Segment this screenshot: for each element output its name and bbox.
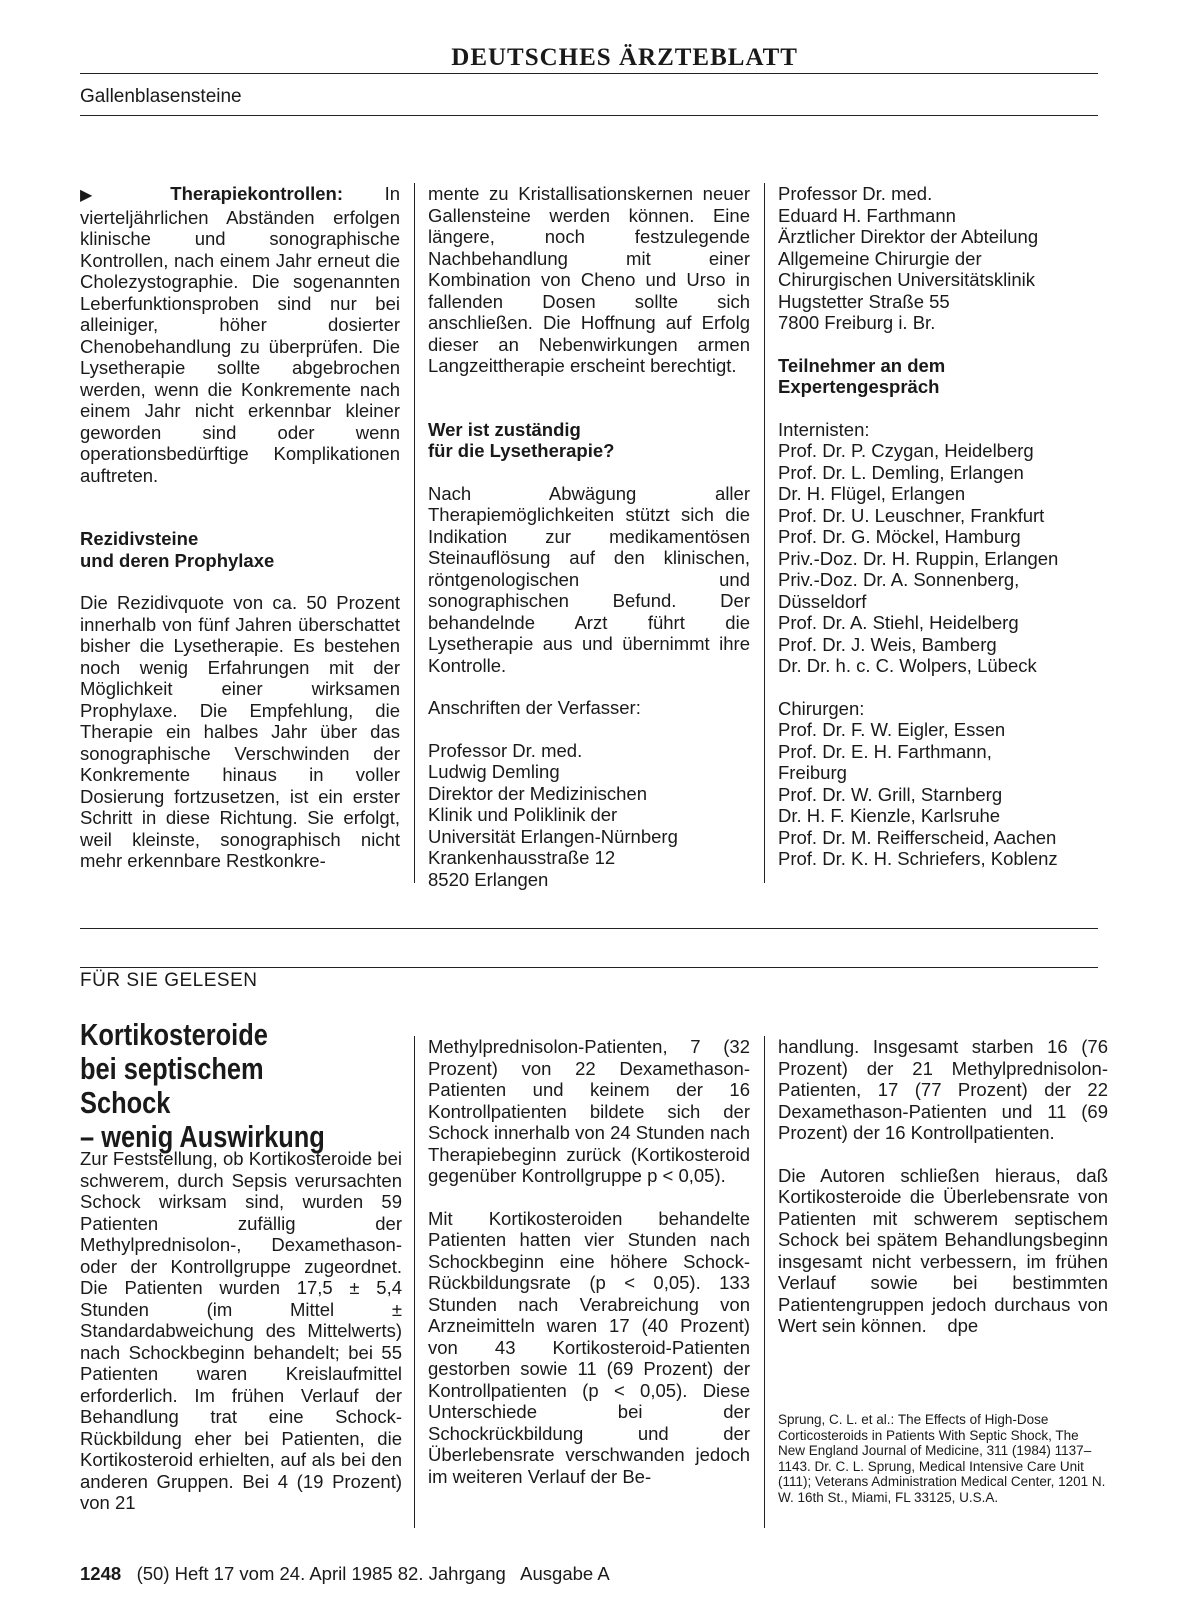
address-line: Universität Erlangen-Nürnberg — [428, 825, 678, 847]
column-divider — [414, 1036, 415, 1528]
article1-column-2 — [428, 183, 750, 890]
article-title — [80, 1018, 351, 1154]
address-line: Klinik und Poliklinik der — [428, 804, 618, 825]
paragraph-text: Methylprednisolon-Patienten, 7 (32 Prozent) von 22 Dexamethason-Patienten und keinem der 16 Kontrollpatienten bildete sich der Schock innerhalb von 24 Stunden nach Therapiebeginn zurück (Kortikosteroid gegenüber Kontrollgruppe p < 0,05). — [428, 1036, 750, 1186]
list-item: Prof. Dr. K. H. Schriefers, Koblenz — [778, 848, 1058, 869]
list-item: Priv.-Doz. Dr. A. Sonnenberg, — [778, 569, 1020, 590]
author-address — [778, 183, 1108, 334]
address-line: Ärztlicher Direktor der Abteilung — [778, 226, 1039, 247]
address-line: Allgemeine Chirurgie der — [778, 247, 982, 269]
address-line: Chirurgischen Universitätsklinik — [778, 269, 1036, 290]
reference-note: Sprung, C. L. et al.: The Effects of High-Dose Corticosteroids in Patients With Septic Shock, The New England Journal of Medicine, 311 (1984) 1137–1143. Dr. C. L. Sprung, Medical Intensive Care Unit (111); Veterans Administration Medical Center, 1201 N. W. 16th St., Miami, FL 33125, U.S.A. — [778, 1412, 1106, 1505]
paragraph-lead: Therapiekontrollen: — [170, 183, 343, 204]
list-item: Priv.-Doz. Dr. H. Ruppin, Erlangen — [778, 547, 1059, 569]
heading-line: Expertengespräch — [778, 376, 940, 397]
address-line: Krankenhausstraße 12 — [428, 847, 616, 868]
page-footer — [80, 1563, 610, 1585]
list-item: Prof. Dr. A. Stiehl, Heidelberg — [778, 612, 1019, 633]
title-line: bei septischem Schock — [80, 1051, 264, 1120]
author-signature: dpe — [947, 1315, 979, 1336]
section-label: FÜR SIE GELESEN — [80, 970, 258, 991]
list-item: Prof. Dr. U. Leuschner, Frankfurt — [778, 504, 1045, 526]
heading-line: Rezidivsteine — [80, 528, 199, 549]
masthead: DEUTSCHES ÄRZTEBLATT — [451, 44, 798, 71]
list-item: Dr. Dr. h. c. C. Wolpers, Lübeck — [778, 655, 1037, 676]
column-divider — [414, 183, 415, 883]
list-item: Dr. H. F. Kienzle, Karlsruhe — [778, 805, 1001, 826]
article2-column-3 — [778, 1036, 1108, 1337]
section-heading — [778, 355, 1108, 398]
conclusion-paragraph — [778, 1165, 1108, 1337]
address-line: Eduard H. Farthmann — [778, 204, 956, 226]
address-line: Hugstetter Straße 55 — [778, 290, 950, 312]
runhead-rule — [80, 115, 1098, 116]
list-item: Düsseldorf — [778, 590, 867, 612]
article2-column-1 — [80, 1148, 402, 1514]
section-heading — [428, 419, 750, 462]
address-line: Professor Dr. med. — [778, 183, 933, 204]
list-item: Prof. Dr. E. H. Farthmann, — [778, 740, 992, 762]
heading-line: Teilnehmer an dem — [778, 354, 946, 376]
address-line: Direktor der Medizinischen — [428, 782, 648, 804]
address-label: Anschriften der Verfasser: — [428, 697, 641, 718]
section-rule — [80, 928, 1098, 929]
list-item: Prof. Dr. W. Grill, Starnberg — [778, 783, 1003, 805]
column-divider — [764, 183, 765, 883]
paragraph-text: Zur Feststellung, ob Kortikosteroide bei schwerem, durch Sepsis verursachten Schock wirksam sind, wurden 59 Patienten zufällig der Methylprednisolon-, Dexamethason- oder der Kontrollgruppe zugeordnet. Die Patienten wurden 17,5 ± 5,4 Stunden (im Mittel ± Standardabweichung des Mittelwerts) nach Schockbeginn behandelt; bei 55 Patienten waren Kreislaufmittel erforderlich. Im frühen Verlauf der Behandlung trat eine Schock-Rückbildung eher bei Patienten, die Kortikosteroid erhielten, auf als bei den anderen Gruppen. Bei 4 (19 Prozent) von 21 — [80, 1148, 402, 1513]
article1-column-3 — [778, 183, 1108, 870]
column-divider — [764, 1036, 765, 1528]
section-heading — [80, 528, 400, 571]
article2-column-2 — [428, 1036, 750, 1487]
author-address — [428, 740, 750, 891]
paragraph-text: Die Autoren schließen hieraus, daß Kortikosteroide die Überlebensrate von Patienten mit schwerem septischem Schock bei spätem Behandlungsbeginn insgesamt nicht verbessern, im frühen Verlauf sowie bei bestimmten Patientengruppen jedoch durchaus von Wert sein können. — [778, 1164, 1108, 1336]
title-line: – wenig Auswirkung — [80, 1119, 325, 1154]
page-number: 1248 — [80, 1563, 122, 1584]
list-item: Prof. Dr. G. Möckel, Hamburg — [778, 526, 1021, 547]
list-item: Prof. Dr. J. Weis, Bamberg — [778, 633, 997, 655]
article1-column-1 — [80, 183, 400, 872]
list-item: Prof. Dr. F. W. Eigler, Essen — [778, 719, 1006, 740]
list-item: Dr. H. Flügel, Erlangen — [778, 483, 966, 504]
list-item: Prof. Dr. M. Reifferscheid, Aachen — [778, 826, 1057, 848]
list-label: Internisten: — [778, 418, 870, 440]
paragraph-text: Die Rezidivquote von ca. 50 Prozent innerhalb von fünf Jahren überschattet bisher die Lysetherapie. Es bestehen noch wenig Erfahrungen mit der Möglichkeit einer wirksamen Prophylaxe. Die Empfehlung, die Therapie ein halbes Jahr über das sonographische Verschwinden der Konkremente hinaus in voller Dosierung fortzusetzen, ist ein erster Schritt in diese Richtung. Sie erfolgt, weil kleinste, sonographisch nicht mehr erkennbare Restkonkre- — [80, 592, 400, 871]
list-label: Chirurgen: — [778, 697, 865, 719]
participant-list-surgeons — [778, 698, 1108, 870]
running-head: Gallenblasensteine — [80, 86, 242, 107]
list-item: Prof. Dr. P. Czygan, Heidelberg — [778, 440, 1034, 461]
masthead-rule — [80, 73, 1098, 74]
issue-info: (50) Heft 17 vom 24. April 1985 82. Jahrgang Ausgabe A — [136, 1563, 610, 1584]
address-line: 8520 Erlangen — [428, 868, 549, 890]
list-item: Prof. Dr. L. Demling, Erlangen — [778, 461, 1024, 483]
heading-line: für die Lysetherapie? — [428, 440, 615, 461]
section-rule — [80, 967, 1098, 968]
address-line: 7800 Freiburg i. Br. — [778, 312, 936, 333]
paragraph-text: handlung. Insgesamt starben 16 (76 Prozent) der 21 Methylprednisolon-Patienten, 17 (77 Prozent) der 22 Dexamethason-Patienten und 11 (69 Prozent) der 16 Kontrollpatienten. — [778, 1036, 1108, 1143]
participant-list-internists — [778, 419, 1108, 677]
heading-line: und deren Prophylaxe — [80, 549, 275, 571]
paragraph-text: Nach Abwägung aller Therapiemöglichkeiten stützt sich die Indikation zur medikamentösen Steinauflösung auf den klinischen, röntgenologischen und sonographischen Befund. Der behandelnde Arzt führt die Lysetherapie aus und übernimmt ihre Kontrolle. — [428, 482, 750, 676]
heading-line: Wer ist zuständig — [428, 418, 581, 440]
address-line: Ludwig Demling — [428, 761, 560, 782]
triangle-bullet-icon: ▶ — [80, 187, 129, 204]
paragraph-text: Mit Kortikosteroiden behandelte Patienten hatten vier Stunden nach Schockbeginn eine höhere Schock-Rückbildungsrate (p < 0,05). 133 Stunden nach Verabreichung von Arzneimitteln waren 17 (40 Prozent) von 43 Kortikosteroid-Patienten gestorben sowie 11 (69 Prozent) der Kontrollpatienten (p < 0,05). Diese Unterschiede bei der Schockrückbildung und der Überlebensrate verschwanden jedoch im weiteren Verlauf der Be- — [428, 1207, 750, 1487]
paragraph-text: In vierteljährlichen Abständen erfolgen klinische und sonographische Kontrollen, nach einem Jahr erneut die Cholezystographie. Die sogenannten Leberfunktionsproben sind nur bei alleiniger, höher dosierter Chenobehandlung zu überprüfen. Die Lysetherapie sollte abgebrochen werden, wenn die Konkremente nach einem Jahr nicht erkennbar kleiner geworden sind oder wenn operationsbedürftige Komplikationen auftreten. — [80, 183, 400, 486]
paragraph-text: mente zu Kristallisationskernen neuer Gallensteine werden können. Eine längere, noch festzulegende Nachbehandlung mit einer Kombination von Cheno und Urso in fallenden Dosen sollte sich anschließen. Die Hoffnung auf Erfolg dieser an Nebenwirkungen armen Langzeittherapie erscheint berechtigt. — [428, 183, 750, 376]
address-line: Professor Dr. med. — [428, 739, 583, 761]
therapiekontrollen-paragraph — [80, 183, 400, 486]
list-item: Freiburg — [778, 762, 847, 783]
title-line: Kortikosteroide — [80, 1017, 268, 1052]
